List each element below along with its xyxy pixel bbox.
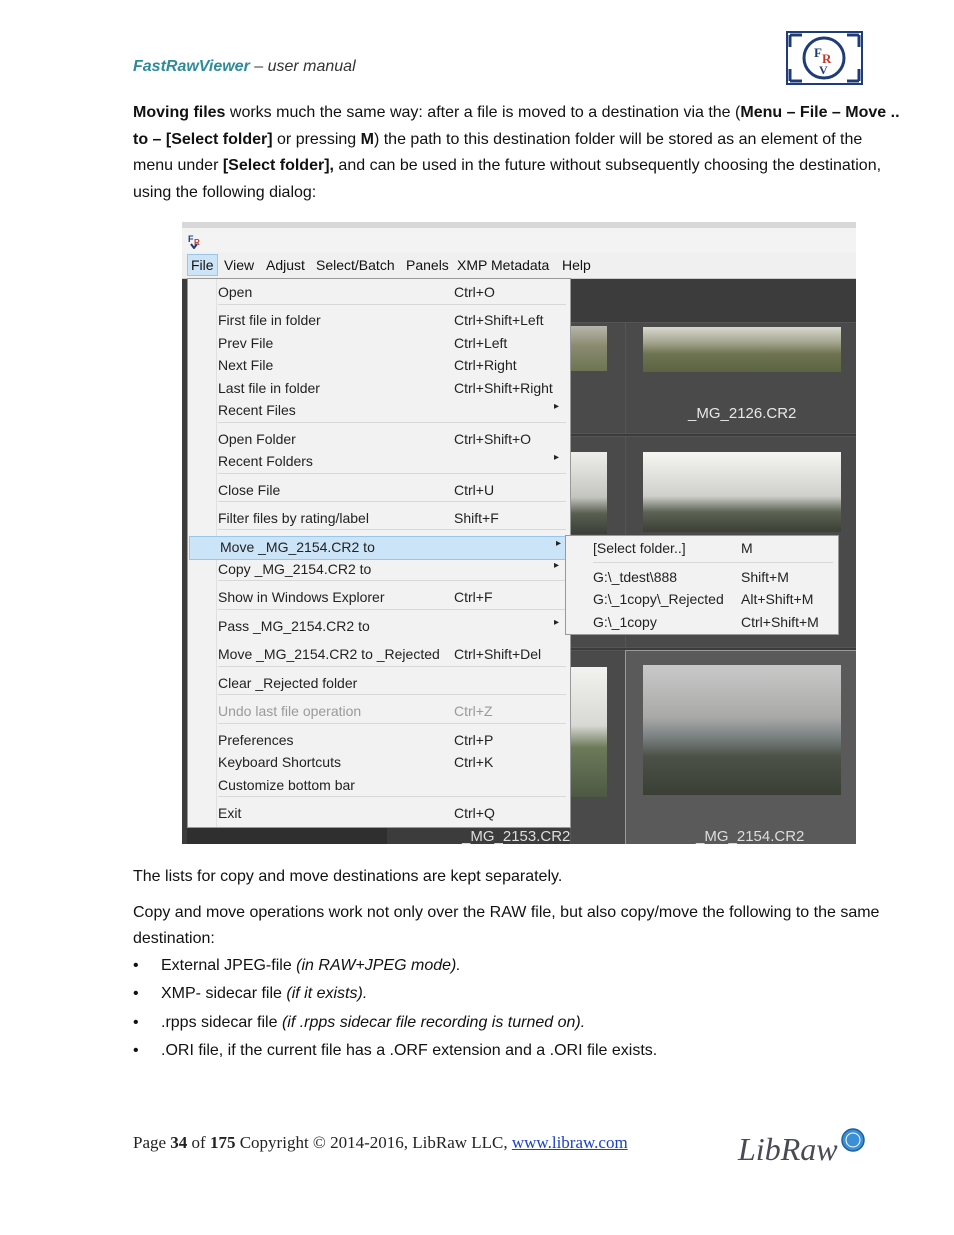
menu-item-exit[interactable] [188, 803, 570, 825]
menu-item-shortcut: Ctrl+F [454, 589, 493, 605]
menu-item-move-to[interactable] [189, 536, 569, 560]
file-menu-dropdown [187, 278, 571, 828]
submenu-arrow-icon: ▸ [554, 401, 560, 412]
menu-item-undo [188, 701, 570, 723]
footer-text: of [187, 1133, 210, 1152]
menu-item-shortcut: Ctrl+Shift+Right [454, 380, 553, 396]
menu-item-last-file[interactable] [188, 378, 570, 400]
menu-separator [218, 473, 566, 474]
bullet-text: .rpps sidecar file [161, 1014, 282, 1031]
svg-text:R: R [194, 238, 200, 247]
menu-item-shortcut: Ctrl+Left [454, 335, 508, 351]
menu-view[interactable]: View [224, 257, 255, 273]
menu-item-label: Keyboard Shortcuts [218, 754, 341, 770]
menu-item-close-file[interactable] [188, 480, 570, 502]
libraw-logo [738, 1127, 868, 1169]
intro-paragraph [133, 100, 903, 206]
submenu-arrow-icon: ▸ [554, 452, 560, 463]
text-run: works much the same way: after a file is moved to a destination via the ( [225, 104, 741, 121]
svg-text:V: V [819, 63, 828, 77]
menu-item-shortcut: Ctrl+Shift+O [454, 431, 532, 447]
menu-item-label: Close File [218, 482, 281, 498]
text-run: and can be used in the future without subsequently choosing the destination, using the following dialog: [133, 157, 882, 201]
menu-panels[interactable]: Panels [406, 257, 449, 273]
text-run: or pressing [272, 130, 361, 148]
app-titlebar [182, 228, 856, 252]
bullet-note: (if .rpps sidecar file recording is turned on). [281, 1014, 586, 1031]
menu-item-label: G:\_1copy [593, 614, 657, 630]
menu-item-preferences[interactable] [188, 730, 570, 752]
menu-item-label: Show in Windows Explorer [218, 589, 385, 605]
copy-move-paragraph: Copy and move operations work not only over the RAW file, but also copy/move the following to the same destination: [133, 904, 880, 947]
thumbnail-caption: _MG_2126.CR2 [688, 405, 797, 422]
menu-item-label: Recent Folders [218, 453, 313, 469]
menu-item-recent-folders[interactable] [188, 451, 570, 473]
menu-separator [218, 666, 566, 667]
menu-item-label: Exit [218, 805, 242, 821]
move-to-submenu [565, 535, 839, 635]
menu-item-shortcut: Ctrl+Q [454, 805, 495, 821]
menu-select-batch[interactable]: Select/Batch [316, 257, 395, 273]
menu-item-label: Customize bottom bar [218, 777, 355, 793]
copyright-text: Copyright © 2014-2016, LibRaw LLC, [235, 1133, 512, 1152]
text-run: ) the path to this destination folder will be stored as an element of the menu under [133, 130, 863, 174]
menu-item-shortcut: Ctrl+Shift+Left [454, 312, 544, 328]
menu-item-shortcut: Shift+M [741, 569, 789, 585]
menu-item-label: Open Folder [218, 431, 296, 447]
bottom-panel [187, 828, 387, 844]
menu-path: Menu – File – Move .. to – [Select folder] [133, 104, 900, 148]
submenu-arrow-icon: ▸ [554, 617, 560, 628]
menu-item-first-file[interactable] [188, 310, 570, 332]
menu-item-pass-to[interactable] [188, 616, 570, 638]
menu-item-label: Open [218, 284, 253, 300]
bullet-note: (in RAW+JPEG mode). [296, 957, 461, 974]
thumbnail-caption: _MG_2153.CR2 [462, 828, 571, 844]
menu-item-open-folder[interactable] [188, 429, 570, 451]
menu-separator [218, 609, 566, 610]
term-moving-files: Moving files [133, 104, 226, 121]
menu-help[interactable]: Help [562, 257, 591, 273]
svg-text:F: F [814, 45, 822, 60]
document-header [133, 58, 356, 76]
menu-item-clear-rejected[interactable] [188, 673, 570, 695]
page-number: 34 [170, 1133, 188, 1152]
menu-item-filter-files[interactable] [188, 508, 570, 530]
menu-separator [218, 723, 566, 724]
menu-item-label: Last file in folder [218, 380, 320, 396]
menu-item-label: Pass _MG_2154.CR2 to [218, 618, 370, 634]
header-subtitle: – user manual [249, 58, 356, 75]
frv-logo-icon [786, 31, 863, 85]
thumbnail-cell[interactable] [570, 322, 626, 434]
select-folder-term: [Select folder], [222, 157, 334, 174]
menu-item-label: Preferences [218, 732, 294, 748]
menu-item-label: G:\_1copy\_Rejected [593, 591, 724, 607]
submenu-item-1copy-rejected[interactable] [566, 589, 838, 611]
menu-item-shortcut: Ctrl+U [454, 482, 495, 498]
menu-separator [218, 422, 566, 423]
menu-item-shortcut: Ctrl+O [454, 284, 495, 300]
thumbnail-image [571, 667, 607, 797]
bullet-text: .ORI file, if the current file has a .ORF extension and a .ORI file exists. [161, 1042, 658, 1059]
menu-item-keyboard-shortcuts[interactable] [188, 752, 570, 774]
menu-item-label: Prev File [218, 335, 274, 351]
menu-item-label: First file in folder [218, 312, 321, 328]
bullet-icon: • [133, 957, 139, 974]
bullet-text: External JPEG-file [161, 957, 297, 974]
footer-text: Page [133, 1133, 171, 1152]
menu-separator [593, 562, 833, 563]
bullet-note: (if it exists). [286, 985, 368, 1002]
thumbnail-image [643, 452, 841, 532]
menu-item-shortcut: Alt+Shift+M [741, 591, 814, 607]
thumbnail-cell[interactable] [625, 322, 856, 434]
menu-item-copy-to[interactable] [188, 559, 570, 581]
submenu-arrow-icon: ▸ [554, 560, 560, 571]
menu-item-shortcut: Ctrl+Shift+Del [454, 646, 542, 662]
menu-item-shortcut: Shift+F [454, 510, 499, 526]
menu-item-label: [Select folder..] [593, 540, 686, 556]
menu-separator [218, 304, 566, 305]
thumbnail-cell[interactable] [570, 650, 626, 844]
menu-item-shortcut: Ctrl+Right [454, 357, 517, 373]
submenu-item-1copy[interactable] [566, 612, 838, 634]
page-footer [133, 1133, 628, 1153]
thumbnail-image [643, 665, 841, 795]
bullet-icon: • [133, 1014, 139, 1031]
menubar [182, 252, 856, 279]
svg-text:F: F [188, 234, 194, 244]
menu-item-label: Recent Files [218, 402, 296, 418]
thumbnail-image [643, 327, 841, 372]
menu-item-label: Move _MG_2154.CR2 to _Rejected [218, 646, 440, 662]
bullet-text: XMP- sidecar file [161, 985, 287, 1002]
menu-item-label: Move _MG_2154.CR2 to [220, 539, 375, 555]
libraw-badge-icon [840, 1127, 866, 1153]
bullet-icon: • [133, 1042, 139, 1059]
submenu-arrow-icon: ▸ [556, 538, 562, 549]
menu-item-next-file[interactable] [188, 355, 570, 377]
menu-item-label: Copy _MG_2154.CR2 to [218, 561, 372, 577]
menu-adjust[interactable]: Adjust [266, 257, 305, 273]
menu-item-shortcut: M [741, 540, 753, 556]
thumbnail-image [571, 452, 607, 534]
header-app-name: FastRawViewer [133, 58, 250, 75]
submenu-item-select-folder[interactable] [566, 538, 838, 560]
bullet-icon: • [133, 985, 139, 1002]
app-icon [187, 233, 203, 249]
menu-item-prev-file[interactable] [188, 333, 570, 355]
libraw-logo-text: LibRaw [738, 1131, 838, 1167]
svg-text:R: R [822, 51, 832, 66]
menu-item-move-to-rejected[interactable] [188, 644, 570, 666]
menu-item-label: Filter files by rating/label [218, 510, 369, 526]
menu-item-customize-bottom-bar[interactable] [188, 775, 570, 797]
thumbnail-caption: _MG_2154.CR2 [696, 828, 805, 844]
menu-file[interactable]: File [187, 254, 218, 276]
menu-item-shortcut: Ctrl+Z [454, 703, 493, 719]
shortcut-key: M [360, 130, 374, 148]
submenu-item-tdest-888[interactable] [566, 567, 838, 589]
thumbnail-image [571, 326, 607, 371]
menu-item-shortcut: Ctrl+K [454, 754, 494, 770]
menu-item-shortcut: Ctrl+P [454, 732, 494, 748]
app-screenshot [182, 222, 856, 844]
menu-item-label: Clear _Rejected folder [218, 675, 358, 691]
menu-xmp-metadata[interactable]: XMP Metadata [457, 257, 550, 273]
menu-item-label: Undo last file operation [218, 703, 362, 719]
separate-lists-paragraph: The lists for copy and move destinations are kept separately. [133, 868, 563, 885]
menu-item-show-in-explorer[interactable] [188, 587, 570, 609]
libraw-link[interactable]: www.libraw.com [511, 1133, 628, 1152]
menu-item-label: Next File [218, 357, 274, 373]
thumbnail-cell-selected[interactable] [625, 650, 856, 844]
menu-item-open[interactable] [188, 282, 570, 304]
menu-item-recent-files[interactable] [188, 400, 570, 422]
menu-item-label: G:\_tdest\888 [593, 569, 678, 585]
page-total: 175 [209, 1133, 236, 1152]
menu-item-shortcut: Ctrl+Shift+M [741, 614, 819, 630]
